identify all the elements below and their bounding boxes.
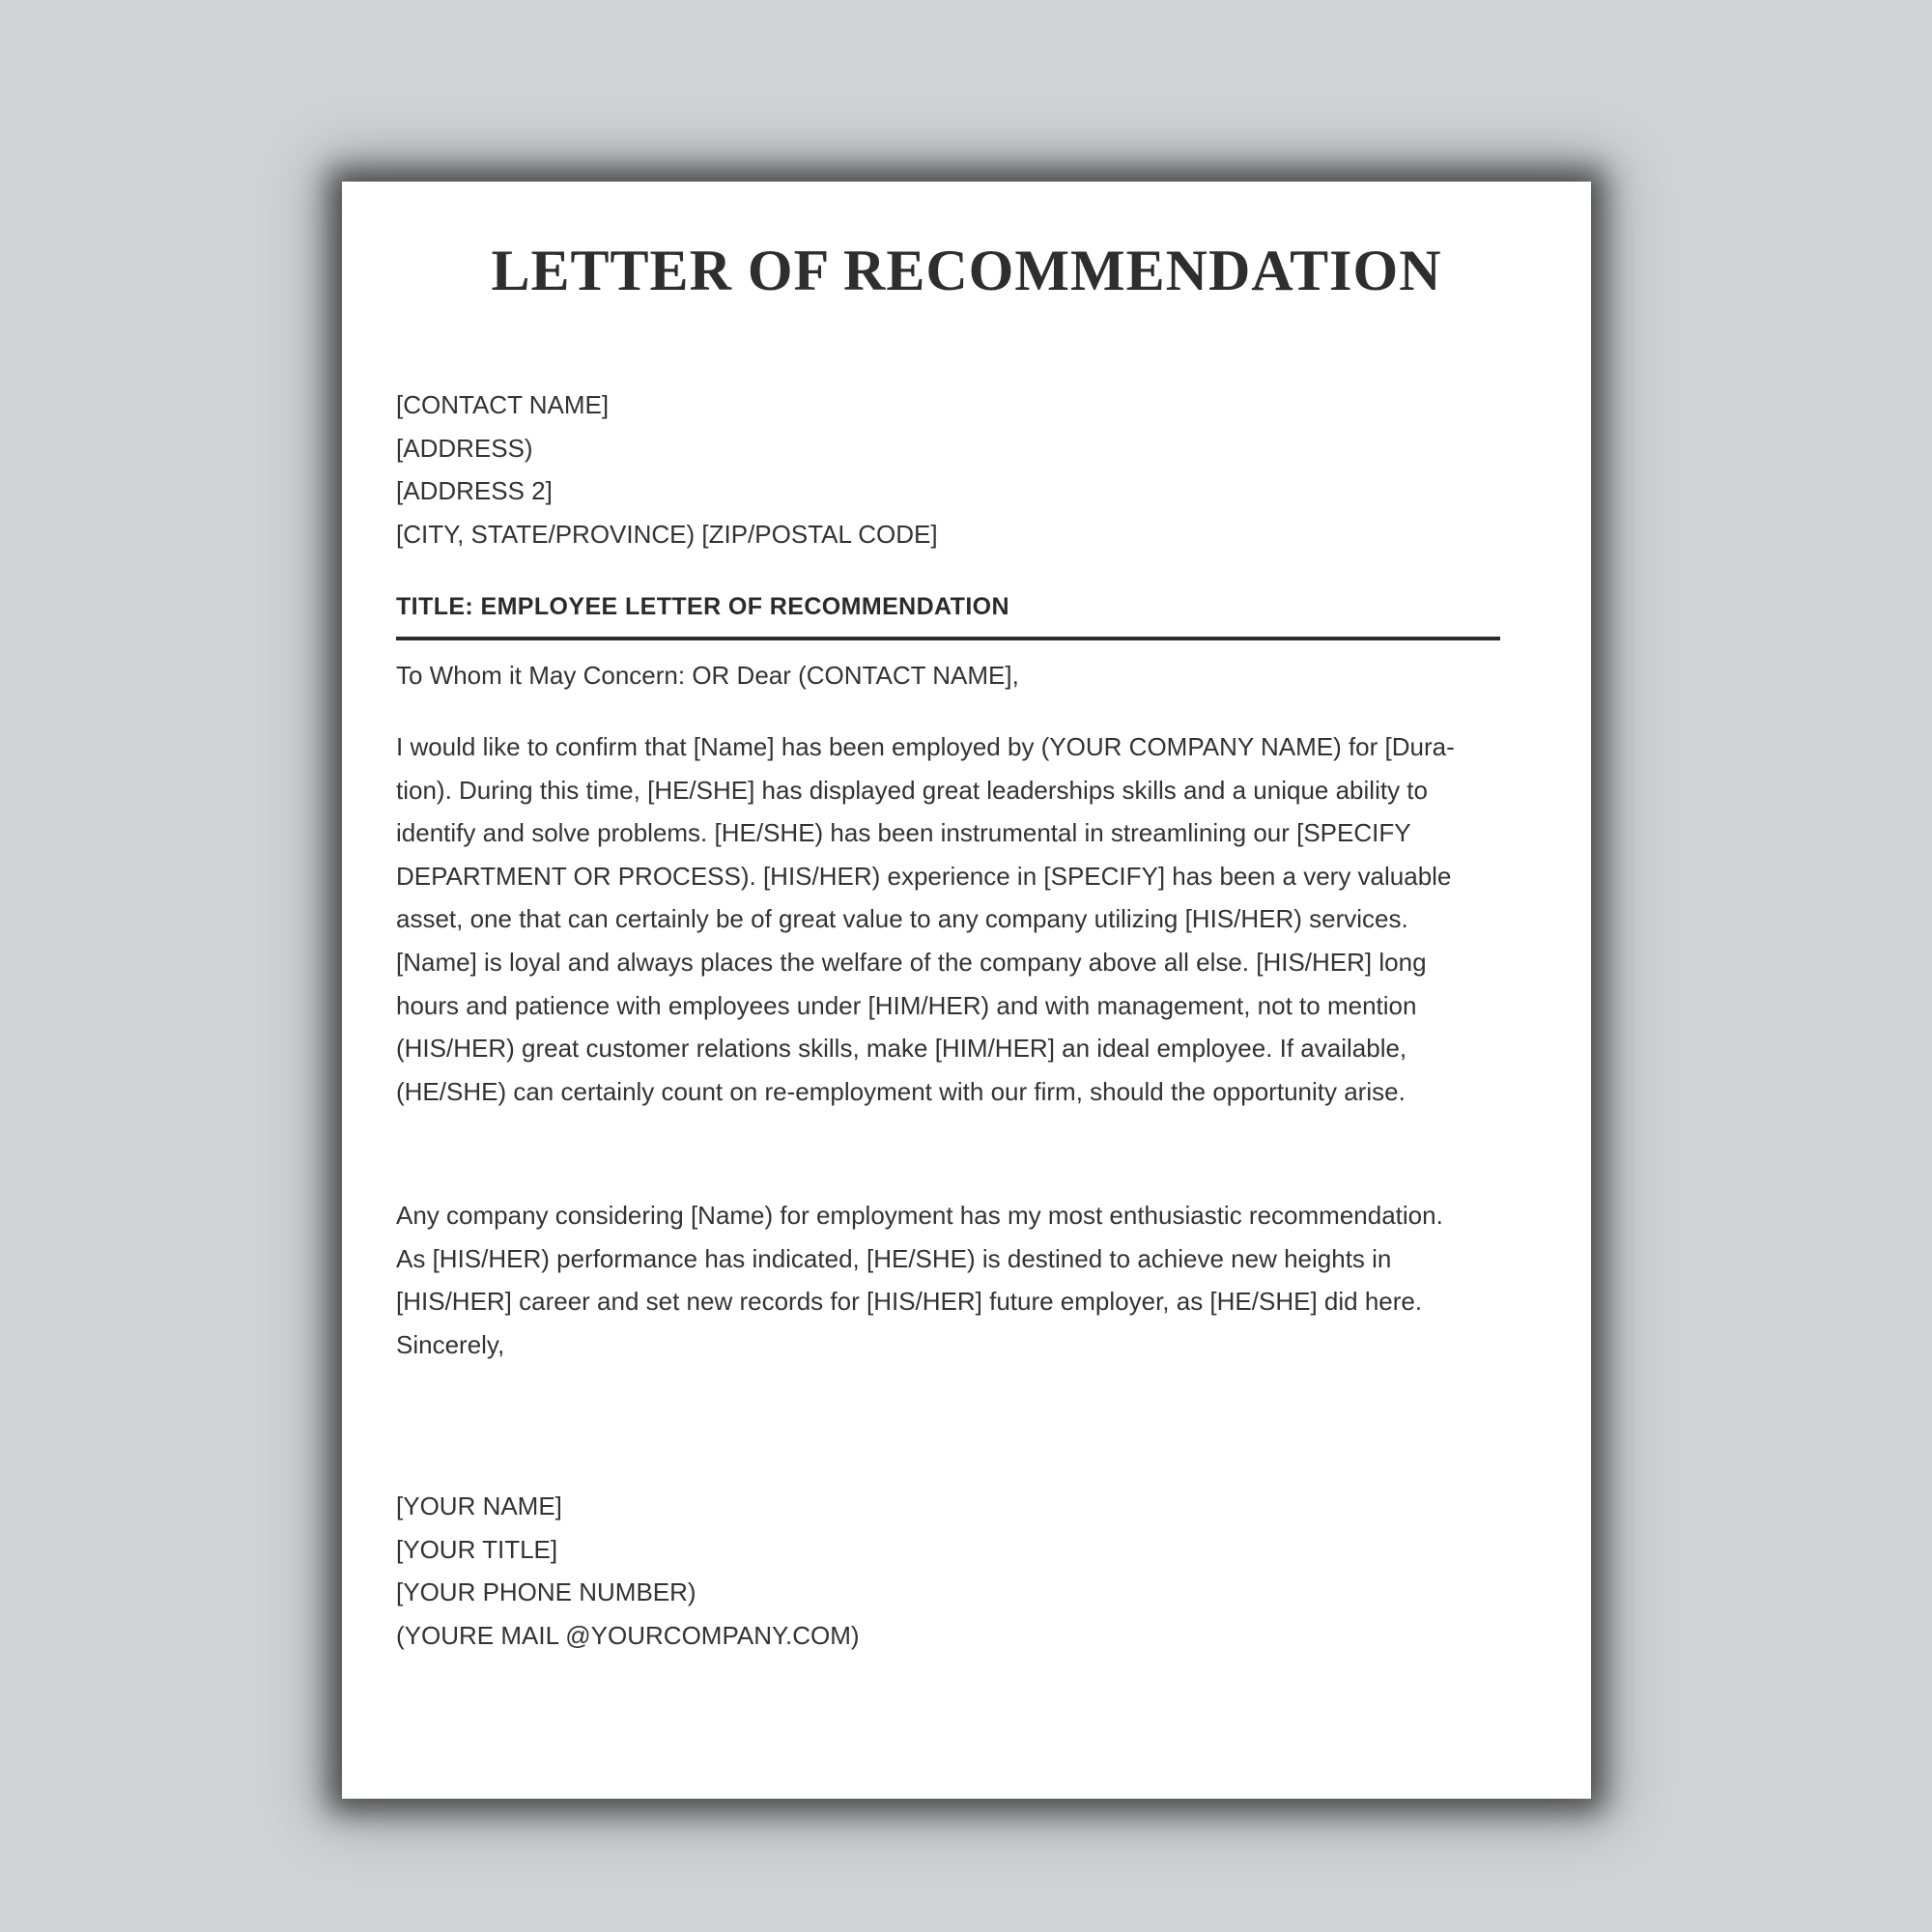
body-paragraph-2	[396, 1194, 1555, 1366]
subject-heading: TITLE: EMPLOYEE LETTER OF RECOMMENDATION	[396, 593, 1009, 620]
subject-divider	[396, 637, 1500, 640]
paragraph-line: DEPARTMENT OR PROCESS). [HIS/HER) experience in [SPECIFY] has been a very valuable	[396, 861, 1452, 891]
paragraph-line: (HE/SHE) can certainly count on re-employment with our firm, should the opportunity arise.	[396, 1076, 1406, 1106]
recipient-address-line-2: [ADDRESS 2]	[396, 476, 553, 506]
paragraph-line: (HIS/HER) great customer relations skills, make [HIM/HER] an ideal employee. If available,	[396, 1034, 1407, 1064]
sender-title: [YOUR TITLE]	[396, 1534, 558, 1564]
closing: Sincerely,	[396, 1329, 505, 1359]
paragraph-line: [HIS/HER] career and set new records for [HIS/HER] future employer, as [HE/SHE] did here.	[396, 1287, 1423, 1317]
recipient-address-line-1: [ADDRESS)	[396, 433, 533, 463]
recipient-city-state-zip: [CITY, STATE/PROVINCE) [ZIP/POSTAL CODE]	[396, 520, 938, 550]
paragraph-line: identify and solve problems. [HE/SHE) has been instrumental in streamlining our [SPECIFY	[396, 818, 1411, 848]
signature-block	[396, 1485, 860, 1658]
sender-email: (YOURE MAIL @YOURCOMPANY.COM)	[396, 1621, 860, 1651]
paragraph-line: As [HIS/HER) performance has indicated, [HE/SHE) is destined to achieve new heights in	[396, 1243, 1392, 1273]
paragraph-line: I would like to confirm that [Name] has been employed by (YOUR COMPANY NAME) for [Dura-	[396, 732, 1455, 761]
sender-phone: [YOUR PHONE NUMBER)	[396, 1577, 696, 1607]
recipient-address-block	[396, 384, 938, 556]
document-title: LETTER OF RECOMMENDATION	[491, 239, 1442, 302]
sender-name: [YOUR NAME]	[396, 1492, 562, 1520]
salutation: To Whom it May Concern: OR Dear (CONTACT NAME],	[396, 661, 1019, 690]
paragraph-line: asset, one that can certainly be of great value to any company utilizing [HIS/HER) services.	[396, 904, 1408, 934]
paragraph-line: [Name] is loyal and always places the welfare of the company above all else. [HIS/HER] long	[396, 947, 1427, 977]
body-paragraph-1	[396, 725, 1555, 1113]
paragraph-line: Any company considering [Name) for employment has my most enthusiastic recommendation.	[396, 1201, 1443, 1230]
paragraph-line: tion). During this time, [HE/SHE] has displayed great leaderships skills and a unique ability to	[396, 775, 1428, 805]
paragraph-line: hours and patience with employees under [HIM/HER) and with management, not to mention	[396, 990, 1417, 1020]
recipient-name: [CONTACT NAME]	[396, 390, 610, 419]
